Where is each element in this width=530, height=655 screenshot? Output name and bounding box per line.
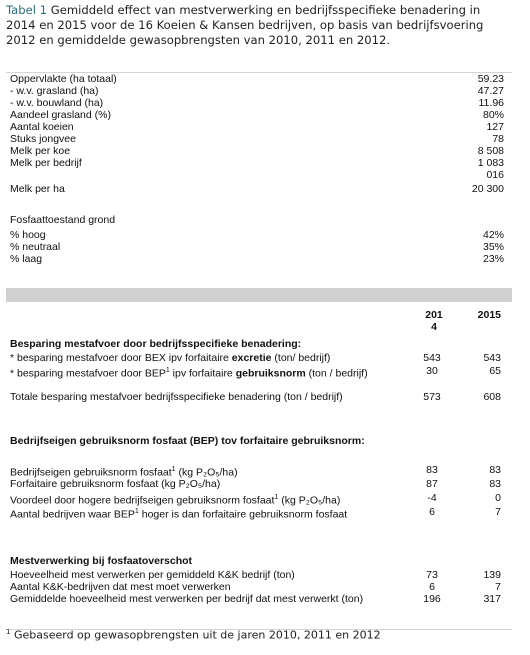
row-label: Aantal K&K-bedrijven dat mest moet verwerken [10, 581, 231, 593]
value-2015: 83 [489, 464, 501, 476]
row-value: 1 083 [477, 157, 504, 169]
row-value: 42% [482, 229, 504, 241]
value-2014: 87 [426, 478, 438, 490]
row-label: Hoeveelheid mest verwerken per gemiddeld K&K bedrijf (ton) [10, 569, 295, 581]
value-2014: 6 [429, 581, 435, 593]
data-table [6, 72, 512, 630]
row-label: Melk per ha [10, 183, 65, 195]
fosfaat-title: Fosfaattoestand grond [10, 214, 116, 226]
column-header-2015: 2015 [477, 309, 501, 321]
row-label: % hoog [10, 229, 46, 241]
section-title: Bedrijfseigen gebruiksnorm fosfaat (BEP) tov forfaitaire gebruiksnorm: [10, 435, 365, 447]
value-2015: 543 [483, 352, 501, 364]
section-title: Besparing mestafvoer door bedrijfsspecifieke benadering: [10, 338, 302, 350]
row-value: 35% [482, 241, 504, 253]
value-2014: 73 [426, 569, 438, 581]
value-2015: 608 [483, 391, 501, 403]
row-label: Totale besparing mestafvoer bedrijfsspecifieke benadering (ton / bedrijf) [10, 391, 343, 403]
value-2015: 83 [489, 478, 501, 490]
row-label: * besparing mestafvoer door BEX ipv forfaitaire excretie (ton/ bedrijf) [10, 352, 331, 364]
value-2014: 573 [423, 391, 441, 403]
header-2014-top: 201 [425, 309, 443, 321]
row-label: * besparing mestafvoer door BEP$^1$ ipv forfaitaire gebruiksnorm (ton / bedrijf) [10, 367, 368, 380]
row-label: Aantal koeien [10, 121, 74, 133]
value-2015: 7 [495, 506, 501, 518]
column-header-2014 [422, 309, 446, 333]
row-label: % neutraal [10, 241, 61, 253]
section-title: Mestverwerking bij fosfaatoverschot [10, 555, 193, 567]
table-caption [6, 3, 496, 48]
row-value: 80% [482, 109, 504, 121]
row-label: % laag [10, 253, 43, 265]
caption-text: Gemiddeld effect van mestverwerking en bedrijfsspecifieke benadering in 2014 en 2015 voor de 16 Koeien & Kansen bedrijven, op basis van bedrijfsvoering 2012 en gemiddelde gewasopbrengsten van 2010, 2011 en 2012. [6, 3, 484, 47]
row-value: 59.23 [477, 73, 504, 85]
row-label: Aantal bedrijven waar BEP$^1$ hoger is dan forfaitaire gebruiksnorm fosfaat [10, 508, 348, 521]
value-2015: 7 [495, 581, 501, 593]
row-label: - w.v. grasland (ha) [10, 85, 99, 97]
row-label: Melk per bedrijf [10, 157, 82, 169]
row-label: Melk per koe [10, 145, 71, 157]
row-value: 47.27 [477, 85, 504, 97]
header-2014-bottom: 4 [431, 321, 437, 333]
value-2014: 83 [426, 464, 438, 476]
row-value: 8 508 [477, 145, 504, 157]
row-value: 11.96 [478, 97, 504, 109]
value-2014: 30 [426, 365, 438, 377]
value-2014: 6 [429, 506, 435, 518]
row-label: Oppervlakte (ha totaal) [10, 73, 117, 85]
row-label: Gemiddelde hoeveelheid mest verwerken per bedrijf dat mest verwerkt (ton) [10, 593, 364, 605]
row-label: Aandeel grasland (%) [10, 109, 111, 121]
row-label: Bedrijfseigen gebruiksnorm fosfaat$^1$ (kg P₂O₅/ha) [10, 466, 238, 479]
row-label: Forfaitaire gebruiksnorm fosfaat (kg P₂O₅/ha) [10, 478, 221, 490]
value-2015: 317 [483, 593, 501, 605]
row-value: 127 [486, 121, 504, 133]
row-label: Voordeel door hogere bedrijfseigen gebruiksnorm fosfaat$^1$ (kg P₂O₅/ha) [10, 494, 341, 507]
row-label: - w.v. bouwland (ha) [10, 97, 104, 109]
value-2015: 0 [495, 492, 501, 504]
value-2015: 65 [489, 365, 501, 377]
footnote-marker: 1 [6, 628, 11, 636]
row-label: Stuks jongvee [10, 133, 76, 145]
row-value: 78 [492, 133, 504, 145]
value-2014: 196 [423, 593, 441, 605]
row-value: 23% [482, 253, 504, 265]
caption-label: Tabel 1 [6, 3, 48, 17]
value-2014: -4 [427, 492, 437, 504]
separator-band [6, 288, 512, 302]
value-2014: 543 [423, 352, 441, 364]
footnote-text: Gebaseerd op gewasopbrengsten uit de jaren 2010, 2011 en 2012 [10, 628, 381, 642]
footnote [6, 628, 506, 642]
row-value: 20 300 [471, 183, 504, 195]
value-2015: 139 [483, 569, 501, 581]
row-value: 016 [486, 169, 504, 181]
